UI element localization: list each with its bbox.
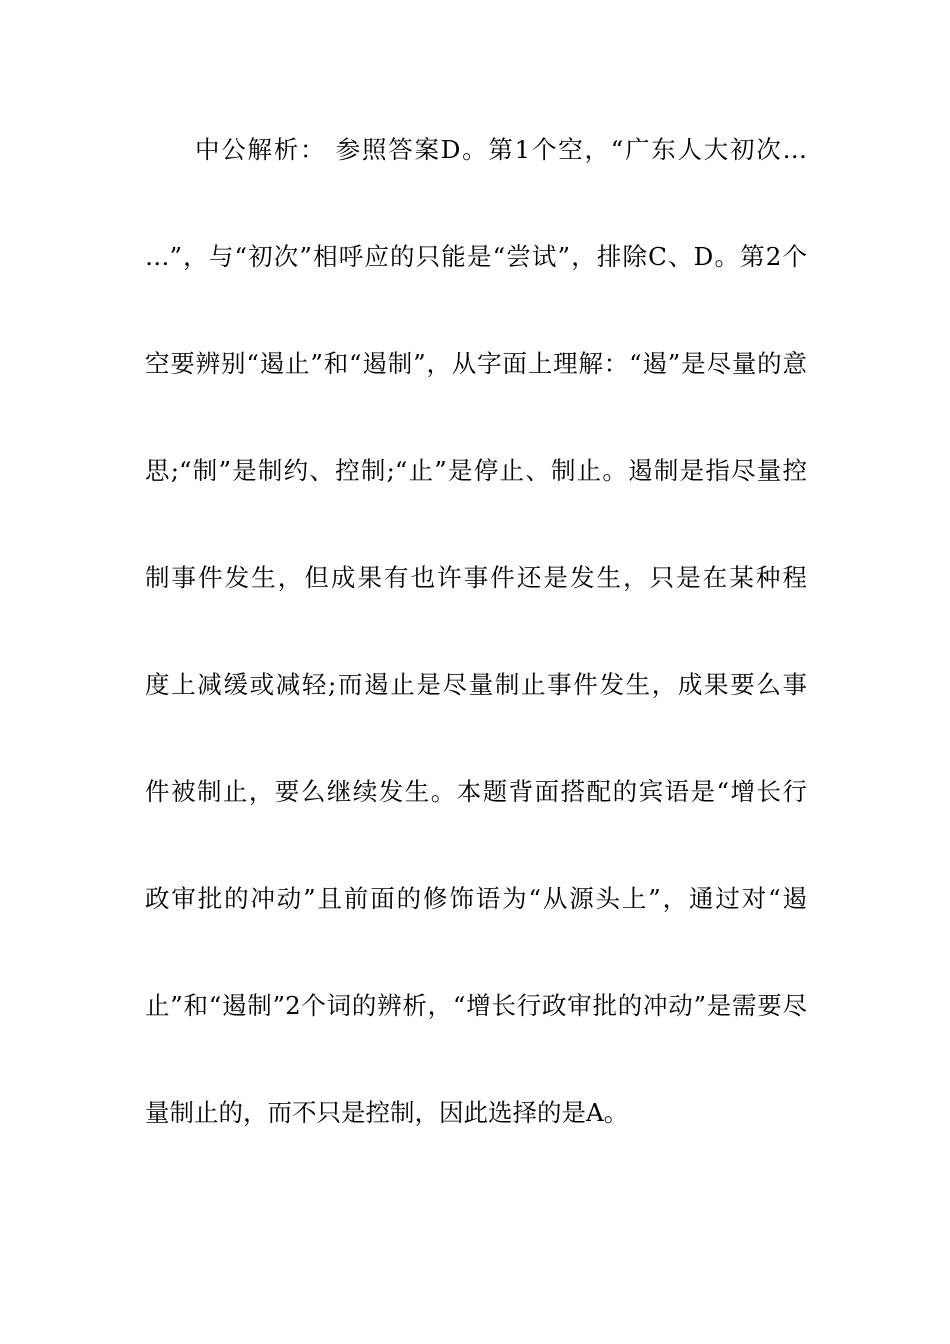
paragraph-line-2: …”，与“初次”相呼应的只能是“尝试”，排除C、D。第2个: [145, 242, 807, 271]
paragraph-line-9: 止”和“遏制”2个词的辨析，“增长行政审批的冲动”是需要尽: [145, 991, 807, 1020]
paragraph-line-7: 件被制止，要么继续发生。本题背面搭配的宾语是“增长行: [145, 777, 807, 806]
paragraph-line-10: 量制止的，而不只是控制，因此选择的是A。: [145, 1098, 629, 1127]
paragraph-line-5: 制事件发生，但成果有也许事件还是发生，只是在某种程: [145, 563, 807, 592]
paragraph-line-4: 思;“制”是制约、控制;“止”是停止、制止。遏制是指尽量控: [145, 456, 807, 485]
paragraph-line-3: 空要辨别“遏止”和“遏制”，从字面上理解：“遏”是尽量的意: [145, 349, 807, 378]
analysis-paragraph: [145, 128, 807, 1198]
paragraph-line-8: 政审批的冲动”且前面的修饰语为“从源头上”，通过对“遏: [145, 884, 807, 913]
paragraph-line-6: 度上减缓或减轻;而遏止是尽量制止事件发生，成果要么事: [145, 670, 807, 699]
paragraph-line-1: 中公解析： 参照答案D。第1个空，“广东人大初次…: [195, 135, 807, 164]
